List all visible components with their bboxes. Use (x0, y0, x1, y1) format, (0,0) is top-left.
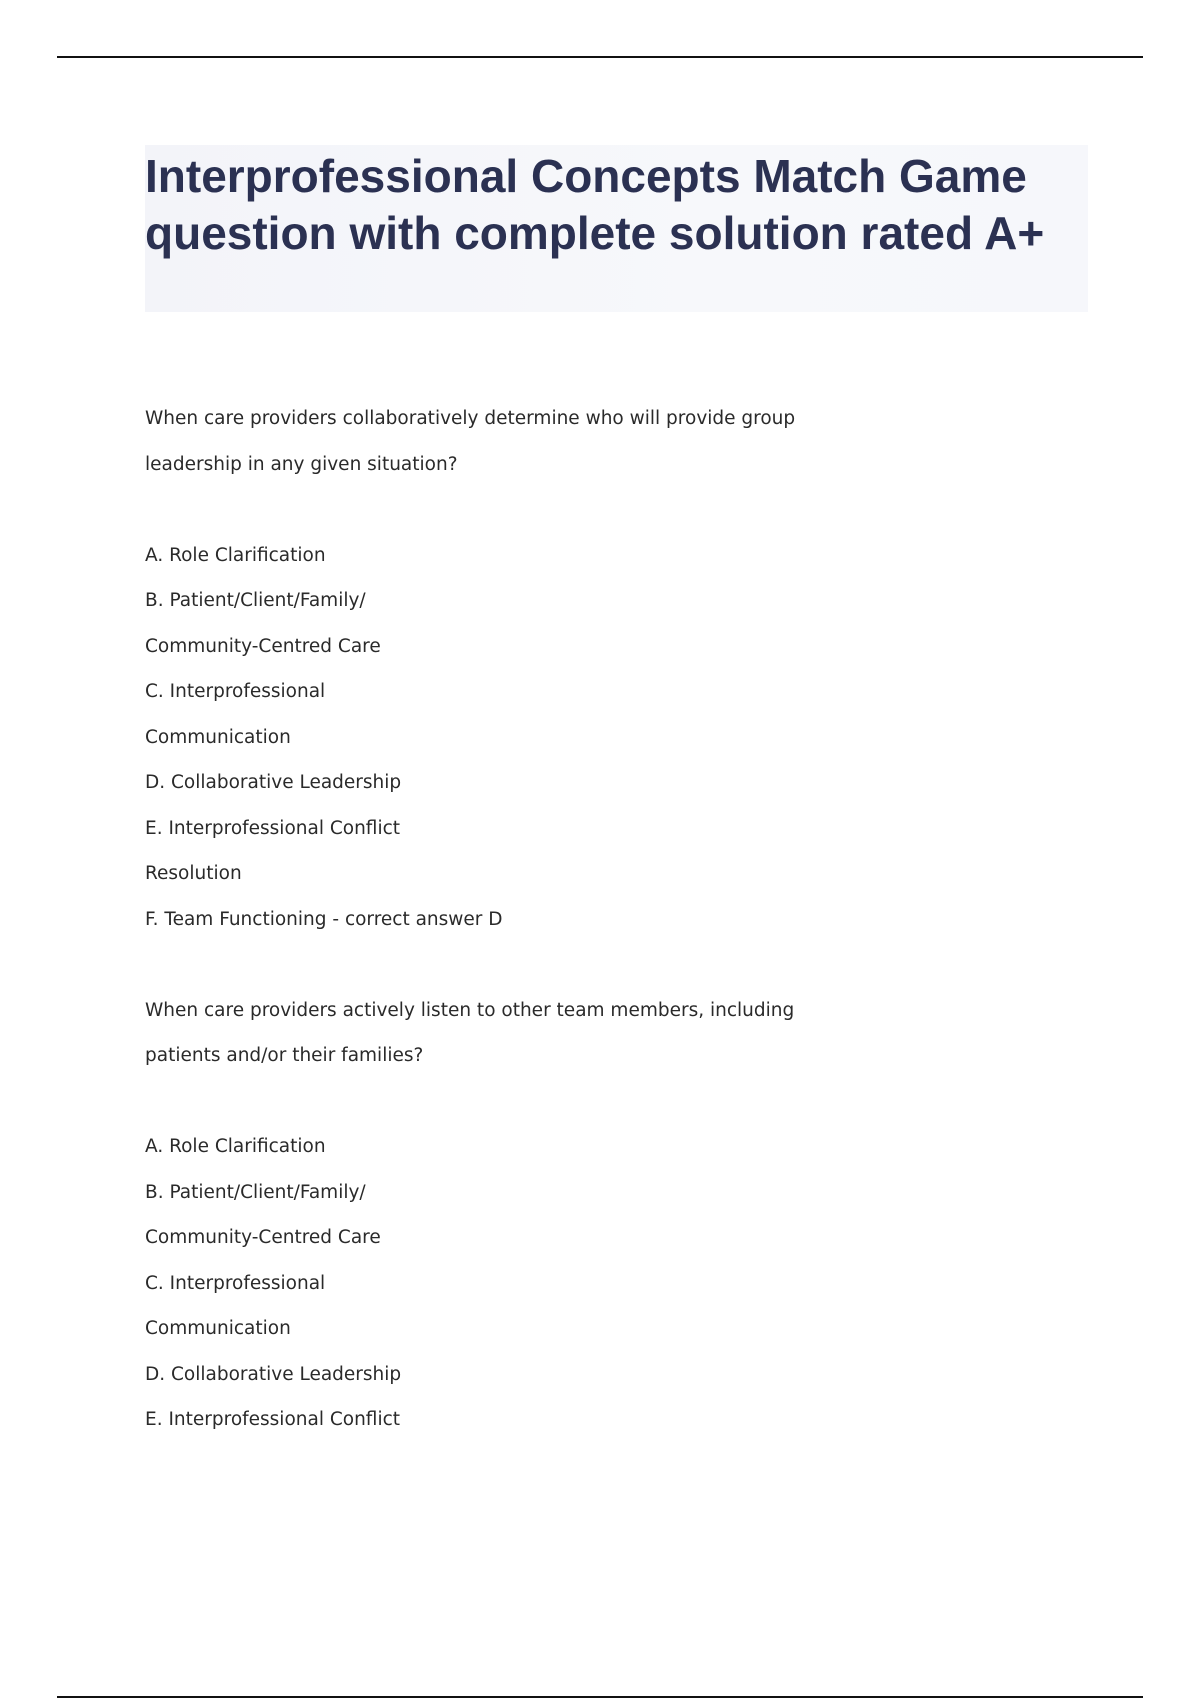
question-1-option-line: Communication (145, 726, 291, 748)
question-1-option-line: Resolution (145, 863, 242, 884)
question-2-prompt-line-2: patients and/or their families? (145, 1045, 424, 1066)
spacer (145, 1079, 845, 1125)
question-1-option-line: D. Collaborative Leadership (145, 772, 402, 793)
footer-rule (57, 1696, 1143, 1698)
document-title: Interprofessional Concepts Match Game question with complete solution rated A+ (145, 150, 1045, 259)
title-block (145, 145, 1088, 312)
question-1-answer-line: F. Team Functioning - correct answer D (145, 908, 503, 930)
question-1-prompt-line-1: When care providers collaboratively determine who will provide group (145, 408, 796, 429)
spacer (145, 487, 845, 533)
question-2-option-line: D. Collaborative Leadership (145, 1363, 402, 1385)
question-1-option-line: Community-Centred Care (145, 635, 381, 657)
question-2-option-line: B. Patient/Client/Family/ (145, 1181, 366, 1203)
question-1 (145, 396, 845, 942)
question-1-prompt-line-2: leadership in any given situation? (145, 453, 458, 475)
spacer (145, 942, 845, 988)
question-2-option-line: A. Role Clarification (145, 1136, 326, 1157)
question-1-option-line: E. Interprofessional Conflict (145, 817, 401, 839)
question-2 (145, 988, 845, 1443)
question-1-option-line: B. Patient/Client/Family/ (145, 590, 366, 611)
question-2-option-line: Communication (145, 1318, 291, 1339)
question-1-option-line: A. Role Clarification (145, 544, 326, 566)
document-body (145, 396, 845, 1443)
header-rule (57, 56, 1143, 58)
question-2-option-line: C. Interprofessional (145, 1272, 326, 1294)
question-2-option-line: Community-Centred Care (145, 1227, 381, 1248)
question-2-option-line: E. Interprofessional Conflict (145, 1409, 401, 1430)
question-1-option-line: C. Interprofessional (145, 681, 326, 702)
question-2-prompt-line-1: When care providers actively listen to other team members, including (145, 999, 795, 1021)
